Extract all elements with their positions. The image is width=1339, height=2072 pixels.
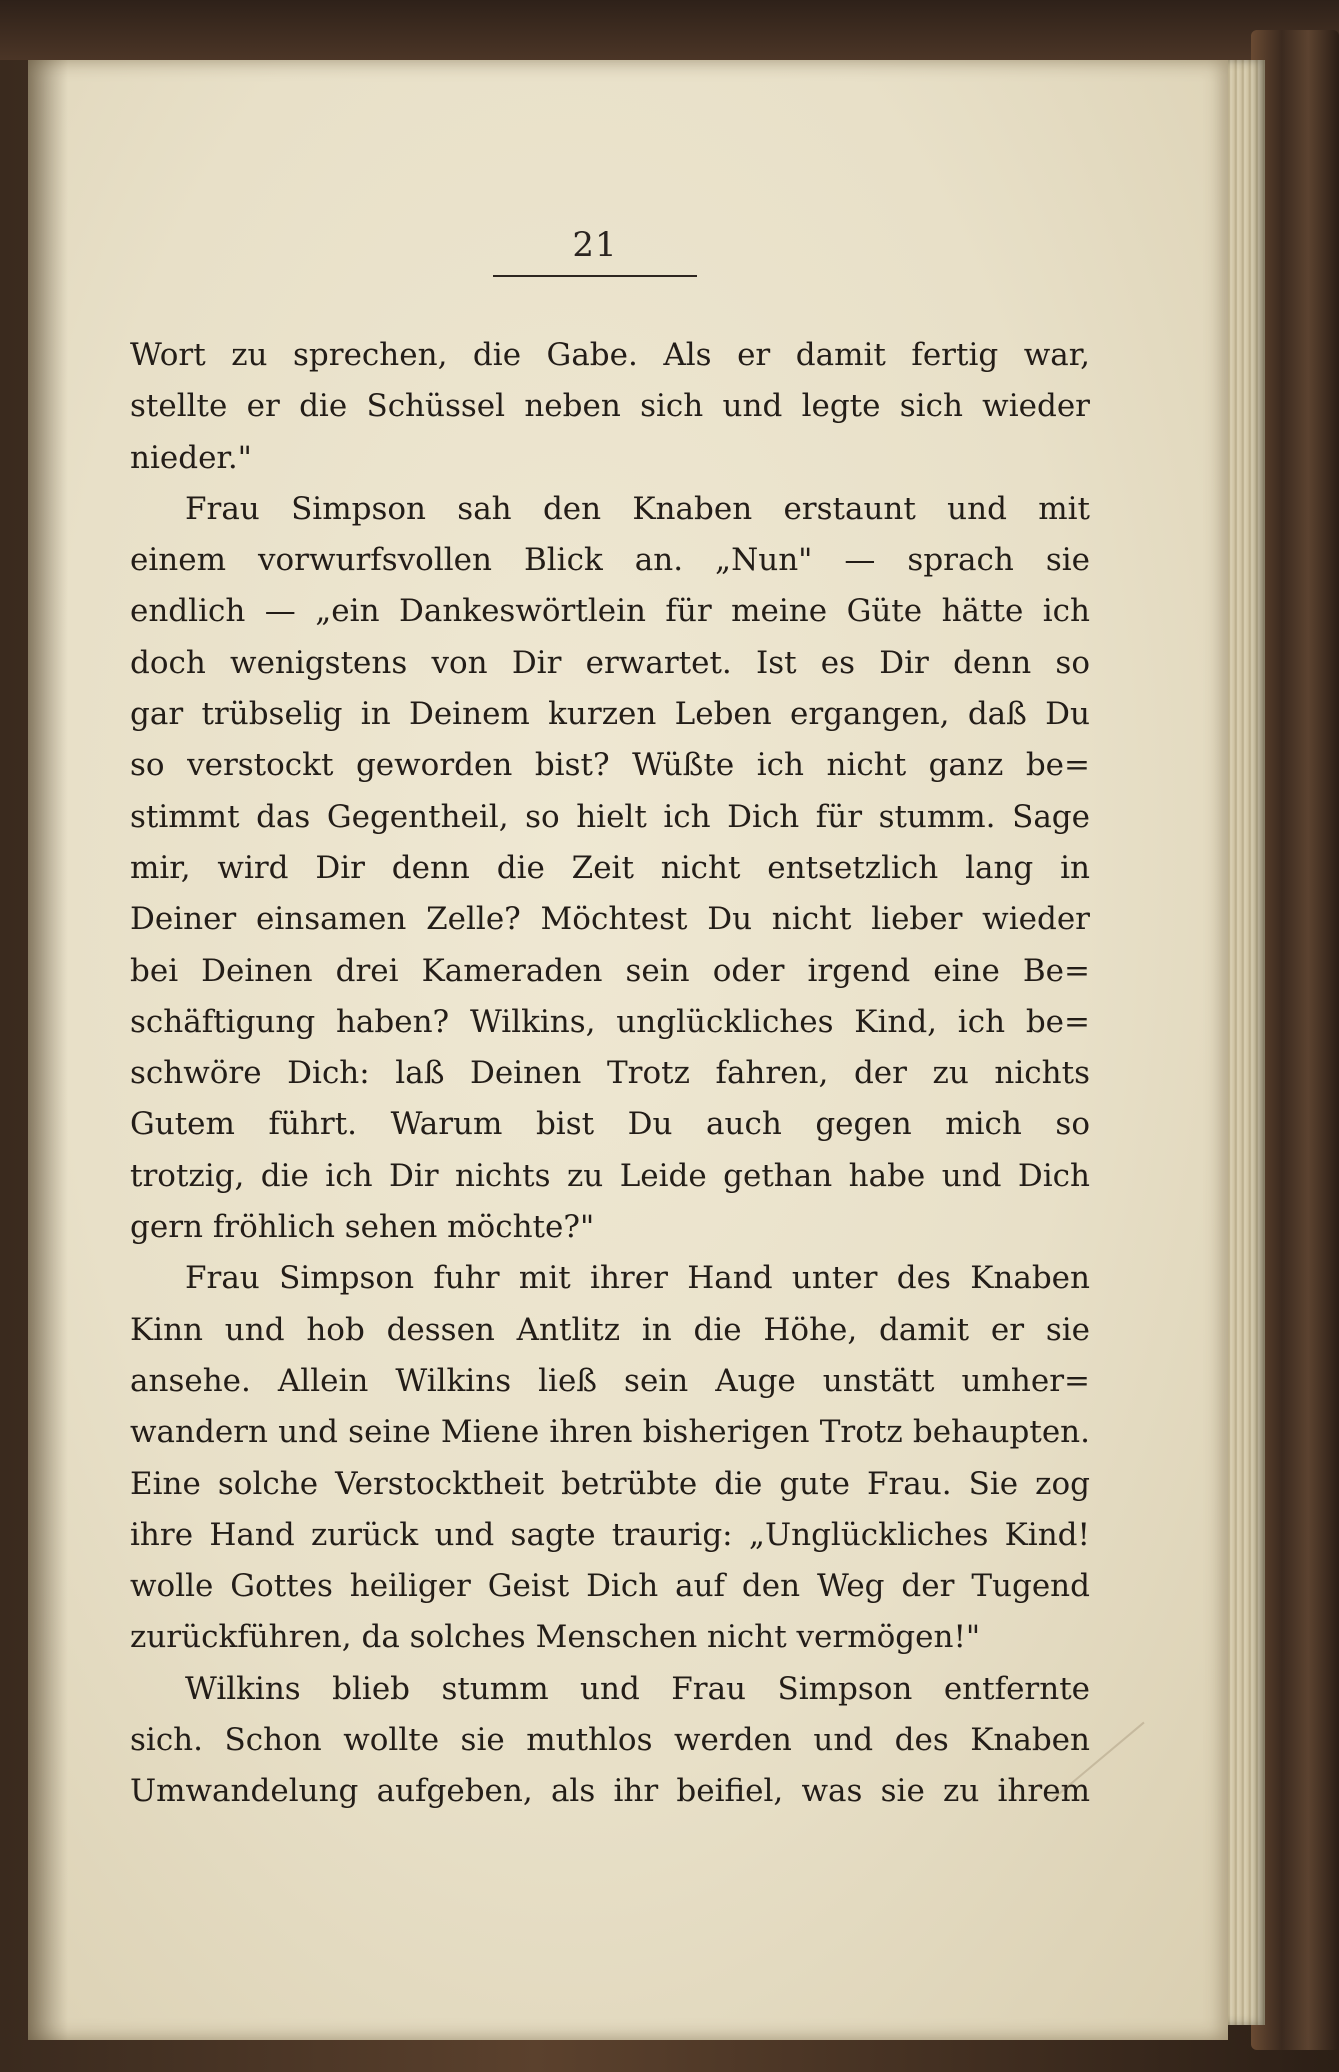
text-line: einem vorwurfsvollen Blick an. „Nun" — sprach sie xyxy=(130,542,1090,579)
page-number: 21 xyxy=(572,225,618,265)
text-line: doch wenigstens von Dir erwartet. Ist es Dir denn so xyxy=(130,644,1090,681)
text-line: Gutem führt. Warum bist Du auch gegen mich so xyxy=(130,1106,1090,1143)
text-line: stellte er die Schüssel neben sich und legte sich wieder xyxy=(130,388,1090,425)
text-line: gar trübselig in Deinem kurzen Leben ergangen, daß Du xyxy=(130,696,1090,733)
text-line: trotzig, die ich Dir nichts zu Leide gethan habe und Dich xyxy=(130,1157,1090,1194)
text-line: sich. Schon wollte sie muthlos werden und des Knaben xyxy=(130,1722,1090,1759)
text-line: Wilkins blieb stumm und Frau Simpson entfernte xyxy=(185,1670,1090,1707)
text-line: Wort zu sprechen, die Gabe. Als er damit fertig war, xyxy=(130,337,1090,373)
text-line: Deiner einsamen Zelle? Möchtest Du nicht lieber wieder xyxy=(130,901,1090,938)
text-line: mir, wird Dir denn die Zeit nicht entsetzlich lang in xyxy=(130,849,1090,886)
header-rule xyxy=(493,275,697,277)
text-line: Eine solche Verstocktheit betrübte die gute Frau. Sie zog xyxy=(130,1465,1090,1502)
gutter-shadow xyxy=(28,60,68,2040)
text-line: bei Deinen drei Kameraden sein oder irgend eine Be= xyxy=(130,952,1090,989)
text-line: so verstockt geworden bist? Wüßte ich nicht ganz be= xyxy=(130,747,1090,784)
text-line: endlich — „ein Dankeswörtlein für meine Güte hätte ich xyxy=(130,593,1090,630)
body-text xyxy=(130,330,1090,1818)
text-line: nieder." xyxy=(130,439,252,476)
text-line: ansehe. Allein Wilkins ließ sein Auge unstätt umher= xyxy=(130,1362,1090,1399)
book-cover-top-edge xyxy=(0,0,1339,60)
text-line: wolle Gottes heiliger Geist Dich auf den Weg der Tugend xyxy=(130,1568,1090,1605)
text-line: gern fröhlich sehen möchte?" xyxy=(130,1209,595,1246)
book-page xyxy=(28,60,1228,2040)
text-line: zurückführen, da solches Menschen nicht vermögen!" xyxy=(130,1619,981,1656)
text-line: Kinn und hob dessen Antlitz in die Höhe, damit er sie xyxy=(130,1311,1090,1348)
text-line: schäftigung haben? Wilkins, unglückliches Kind, ich be= xyxy=(130,1003,1090,1040)
text-line: wandern und seine Miene ihren bisherigen Trotz behaupten. xyxy=(130,1414,1090,1451)
text-line: Frau Simpson fuhr mit ihrer Hand unter des Knaben xyxy=(185,1260,1090,1297)
text-line: schwöre Dich: laß Deinen Trotz fahren, der zu nichts xyxy=(130,1055,1090,1092)
text-line: stimmt das Gegentheil, so hielt ich Dich für stumm. Sage xyxy=(130,798,1090,835)
text-line: Umwandelung aufgeben, als ihr beifiel, was sie zu ihrem xyxy=(130,1773,1090,1810)
text-line: Frau Simpson sah den Knaben erstaunt und mit xyxy=(185,490,1090,527)
text-line: ihre Hand zurück und sagte traurig: „Unglückliches Kind! xyxy=(130,1516,1090,1553)
